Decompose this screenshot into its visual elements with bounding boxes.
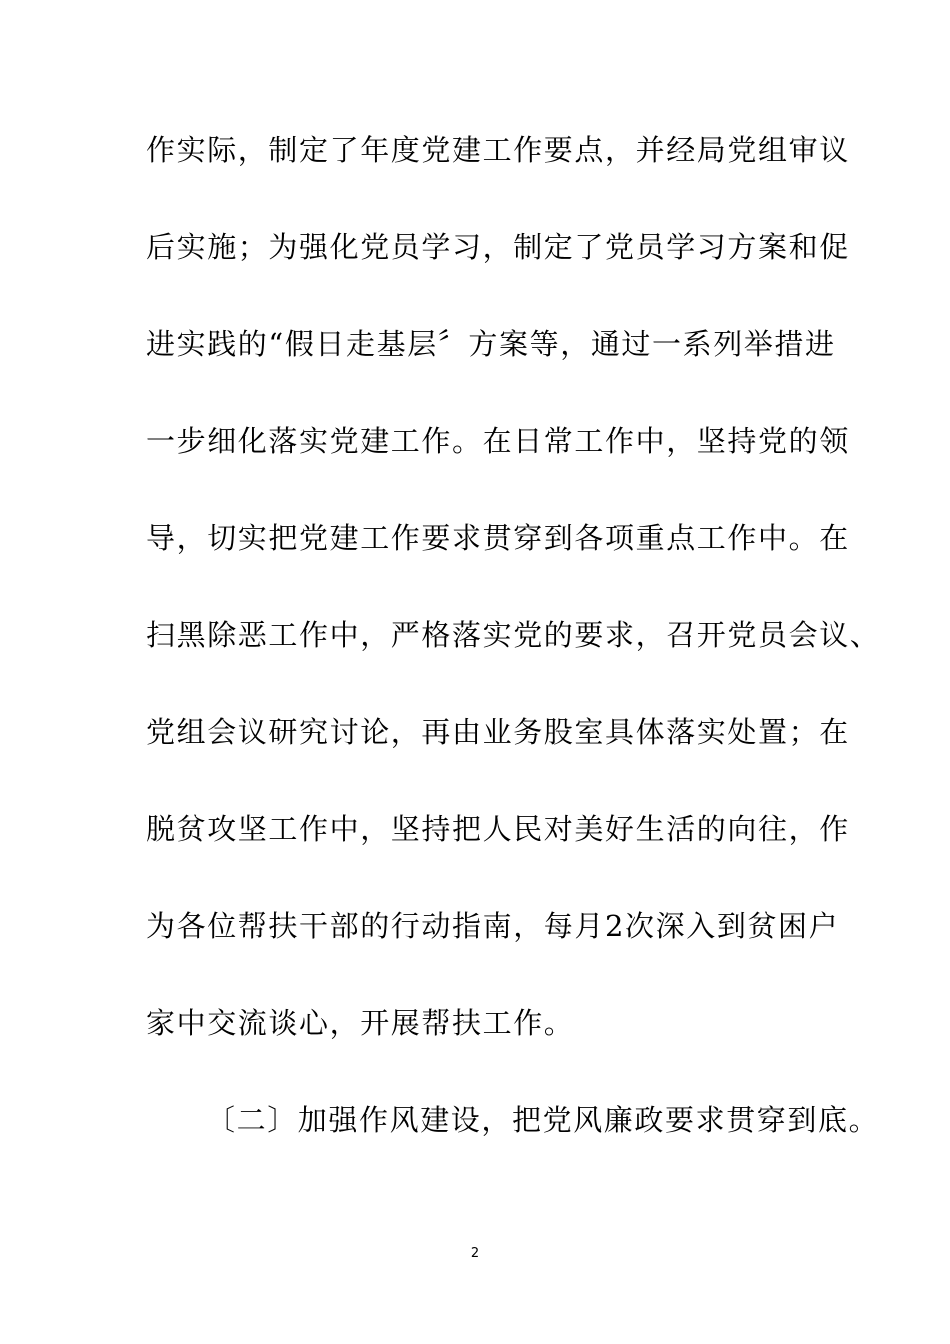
body-text-line-8: 脱贫攻坚工作中，坚持把人民对美好生活的向往，作	[146, 812, 850, 846]
body-text-line-7: 党组会议研究讨论，再由业务股室具体落实处置；在	[146, 715, 850, 749]
body-text-line-1: 作实际，制定了年度党建工作要点，并经局党组审议	[146, 133, 850, 167]
body-text-line-9: 为各位帮扶干部的行动指南，每月2次深入到贫困户	[146, 909, 840, 943]
body-text-line-10: 家中交流谈心，开展帮扶工作。	[146, 1006, 575, 1040]
body-text-line-3: 进实践的“假日走基层〞方案等，通过一系列举措进	[146, 327, 836, 361]
body-text-line-5: 导，切实把党建工作要求贯穿到各项重点工作中。在	[146, 521, 850, 555]
page-number: 2	[470, 1246, 480, 1261]
body-text-line-6: 扫黑除恶工作中，严格落实党的要求，召开党员会议、	[146, 618, 881, 652]
section-heading: 〔二〕加强作风建设，把党风廉政要求贯穿到底。	[206, 1103, 880, 1137]
body-text-line-2: 后实施；为强化党员学习，制定了党员学习方案和促	[146, 230, 850, 264]
body-text-line-4: 一步细化落实党建工作。在日常工作中，坚持党的领	[146, 424, 850, 458]
